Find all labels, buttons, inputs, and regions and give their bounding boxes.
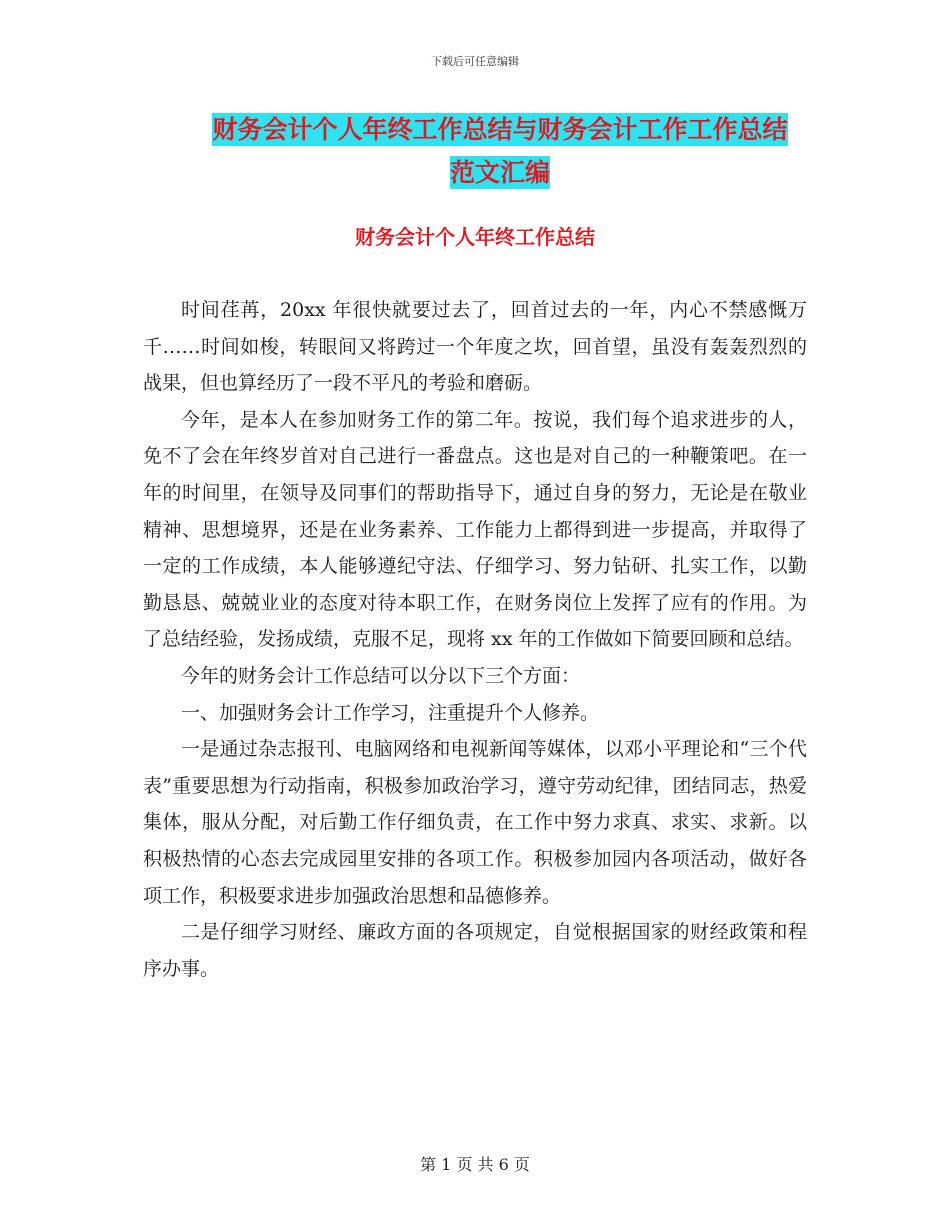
section-title: 财务会计个人年终工作总结 <box>355 225 595 249</box>
document-title-line-2: 范文汇编 <box>449 158 550 187</box>
paragraph: 今年的财务会计工作总结可以分以下三个方面： <box>181 664 581 687</box>
document-title-line-1: 财务会计个人年终工作总结与财务会计工作工作总结 <box>212 115 788 144</box>
paragraph: 时间荏苒，20xx 年很快就要过去了，回首过去的一年，内心不禁感慨万千……时间如梭，转眼间又将跨过一个年度之坎，回首望，虽没有轰轰烈烈的战果，但也算经历了一段不平凡的考验和磨砺。 <box>143 299 807 395</box>
paragraph: 二是仔细学习财经、廉政方面的各项规定，自觉根据国家的财经政策和程序办事。 <box>143 921 807 980</box>
header-note: 下载后可任意编辑 <box>431 55 519 68</box>
page-number-footer: 第 1 页 共 6 页 <box>420 1155 530 1174</box>
paragraph: 一是通过杂志报刊、电脑网络和电视新闻等媒体，以邓小平理论和“三个代表”重要思想为行动指南，积极参加政治学习，遵守劳动纪律，团结同志，热爱集体，服从分配，对后勤工作仔细负责，在工作中努力求真、求实、求新。以积极热情的心态去完成园里安排的各项工作。积极参加园内各项活动，做好各项工作，积极要求进步加强政治思想和品德修养。 <box>143 738 807 907</box>
document-title <box>140 108 860 194</box>
paragraph: 一、加强财务会计工作学习，注重提升个人修养。 <box>181 701 600 724</box>
paragraph: 今年，是本人在参加财务工作的第二年。按说，我们每个追求进步的人，免不了会在年终岁首对自己进行一番盘点。这也是对自己的一种鞭策吧。在一年的时间里，在领导及同事们的帮助指导下，通过自身的努力，无论是在敬业精神、思想境界，还是在业务素养、工作能力上都得到进一步提高，并取得了一定的工作成绩，本人能够遵纪守法、仔细学习、努力钻研、扎实工作，以勤勤恳恳、兢兢业业的态度对待本职工作，在财务岗位上发挥了应有的作用。为了总结经验，发扬成绩，克服不足，现将 xx 年的工作做如下简要回顾和总结。 <box>143 408 807 651</box>
document-body <box>143 292 807 987</box>
